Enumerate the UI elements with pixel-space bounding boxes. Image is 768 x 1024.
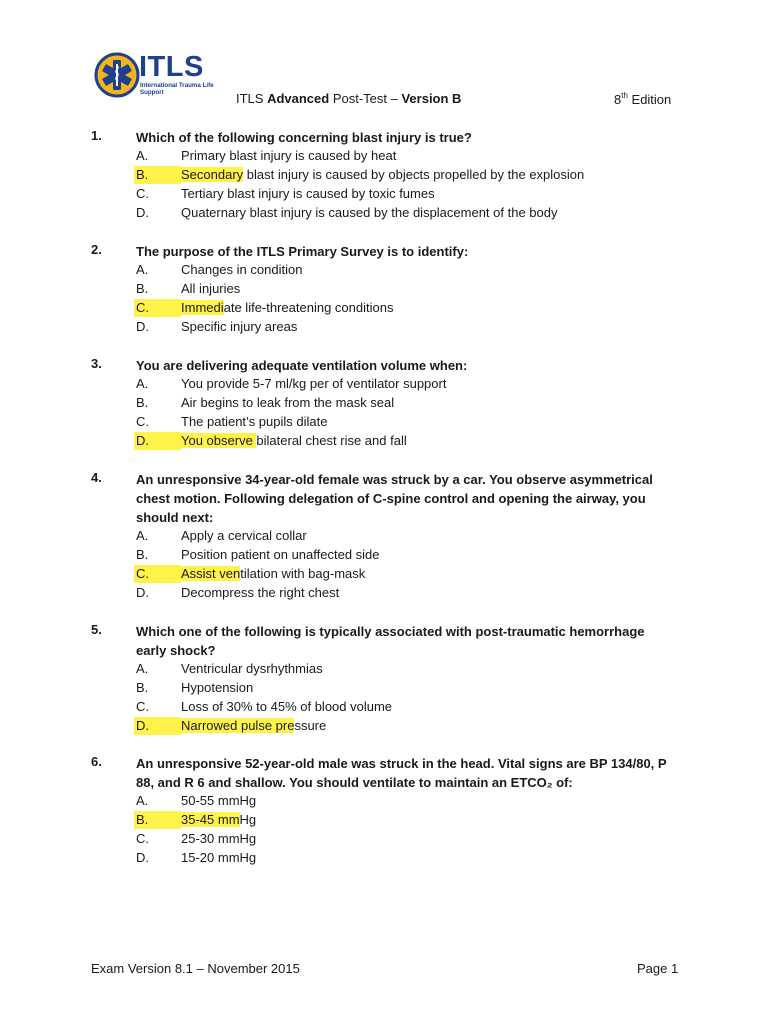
option-text-rest: Ventricular dysrhythmias [181,661,323,676]
option-text [181,204,558,222]
option-text-rest: 15-20 mmHg [181,850,257,865]
answer-option [0,849,700,867]
option-letter: C. [136,699,149,714]
answer-option [0,527,700,545]
answer-option [0,280,700,298]
answer-option [0,318,700,336]
option-letter: C. [136,566,149,581]
option-text [181,147,396,165]
answer-option [0,166,700,184]
option-text [181,185,435,203]
option-letter: A. [136,793,149,808]
highlighted-text: 35-45 mm [181,812,240,827]
question-text: You are delivering adequate ventilation volume when: [136,358,468,373]
option-text [181,394,394,412]
answer-option [0,413,700,431]
option-text [181,717,326,735]
option-text-rest: 25-30 mmHg [181,831,257,846]
question-text: An unresponsive 52-year-old male was struck in the head. Vital signs are BP 134/80, P 88, and R 6 and shallow. You should ventilate to maintain an ETCO₂ of: [136,756,667,790]
option-text [181,679,253,697]
option-text [181,299,393,317]
option-text [181,166,584,184]
option-letter: D. [136,205,149,220]
option-text-rest: Changes in condition [181,262,303,277]
logo-wordmark: ITLS [139,51,204,83]
option-text [181,432,407,450]
answer-option [0,375,700,393]
answer-option [0,261,700,279]
answer-option [0,546,700,564]
answer-option [0,660,700,678]
answer-option [0,299,700,317]
logo-subtitle: International Trauma Life Support [140,82,214,96]
option-text [181,584,339,602]
option-text-rest: 50-55 mmHg [181,793,257,808]
option-text [181,698,392,716]
option-letter: A. [136,661,149,676]
answer-option [0,204,700,222]
option-text [181,280,240,298]
answer-option [0,811,700,829]
option-letter: D. [136,319,149,334]
option-text-rest: You provide 5-7 ml/kg per of ventilator support [181,376,447,391]
exam-title: ITLS Advanced Post-Test – Version B [236,91,462,106]
question-number: 1. [91,128,102,143]
option-letter: A. [136,376,149,391]
option-letter: D. [136,433,149,448]
option-text-rest: Decompress the right chest [181,585,340,600]
option-text-rest: Tertiary blast injury is caused by toxic fumes [181,186,435,201]
question-number: 2. [91,242,102,257]
answer-option [0,147,700,165]
highlighted-text: You observe [181,433,257,448]
option-text-rest: Position patient on unaffected side [181,547,380,562]
highlighted-text: Narrowed pulse pre [181,718,295,733]
option-text-rest: Loss of 30% to 45% of blood volume [181,699,393,714]
footer-version: Exam Version 8.1 – November 2015 [91,961,300,976]
highlighted-text: Immedi [181,300,224,315]
option-letter: B. [136,680,149,695]
option-text [181,660,323,678]
option-text [181,849,256,867]
question-number: 6. [91,754,102,769]
edition-label: 8th Edition [614,91,672,107]
footer-page-number: Page 1 [637,961,679,976]
option-text [181,565,365,583]
option-letter: B. [136,395,149,410]
option-letter: C. [136,831,149,846]
option-text-rest: Hg [239,812,257,827]
star-of-life-icon [94,52,140,98]
option-letter: B. [136,167,149,182]
option-letter: C. [136,186,149,201]
option-text-rest: Hypotension [181,680,254,695]
option-letter: B. [136,281,149,296]
option-letter: C. [136,300,149,315]
option-letter: C. [136,414,149,429]
option-text-rest: All injuries [181,281,241,296]
option-letter: B. [136,812,149,827]
answer-option [0,394,700,412]
option-letter: D. [136,585,149,600]
option-text [181,318,297,336]
highlighted-text: Secondary [181,167,244,182]
option-text-rest: The patient’s pupils dilate [181,414,328,429]
question-number: 3. [91,356,102,371]
option-text [181,792,256,810]
option-text-rest: ssure [294,718,327,733]
answer-option [0,432,700,450]
answer-option [0,185,700,203]
question-text: An unresponsive 34-year-old female was struck by a car. You observe asymmetrical chest motion. Following delegation of C-spine control and opening the airway, you should next: [136,472,653,525]
itls-logo [94,52,216,100]
option-text [181,261,302,279]
option-letter: A. [136,528,149,543]
answer-option [0,584,700,602]
highlighted-text: Assist ven [181,566,241,581]
option-text-rest: ate life-threatening conditions [223,300,394,315]
option-letter: D. [136,850,149,865]
option-text [181,546,380,564]
option-text [181,527,307,545]
option-letter: D. [136,718,149,733]
question-number: 5. [91,622,102,637]
option-text-rest: Apply a cervical collar [181,528,307,543]
answer-option [0,717,700,735]
question-number: 4. [91,470,102,485]
answer-option [0,830,700,848]
answer-option [0,698,700,716]
question-text: Which of the following concerning blast injury is true? [136,130,472,145]
answer-option [0,679,700,697]
option-text [181,830,256,848]
option-text-rest: Air begins to leak from the mask seal [181,395,395,410]
option-letter: A. [136,262,149,277]
option-letter: A. [136,148,149,163]
option-text-rest: bilateral chest rise and fall [256,433,407,448]
option-text [181,375,446,393]
option-text [181,413,327,431]
question-text: The purpose of the ITLS Primary Survey is to identify: [136,244,469,259]
option-text-rest: Specific injury areas [181,319,298,334]
option-text-rest: tilation with bag-mask [240,566,366,581]
option-letter: B. [136,547,149,562]
answer-option [0,565,700,583]
option-text-rest: blast injury is caused by objects propelled by the explosion [243,167,585,182]
question-text: Which one of the following is typically associated with post-traumatic hemorrhage early shock? [136,624,645,658]
option-text-rest: Quaternary blast injury is caused by the displacement of the body [181,205,558,220]
option-text-rest: Primary blast injury is caused by heat [181,148,397,163]
option-text [181,811,256,829]
answer-option [0,792,700,810]
